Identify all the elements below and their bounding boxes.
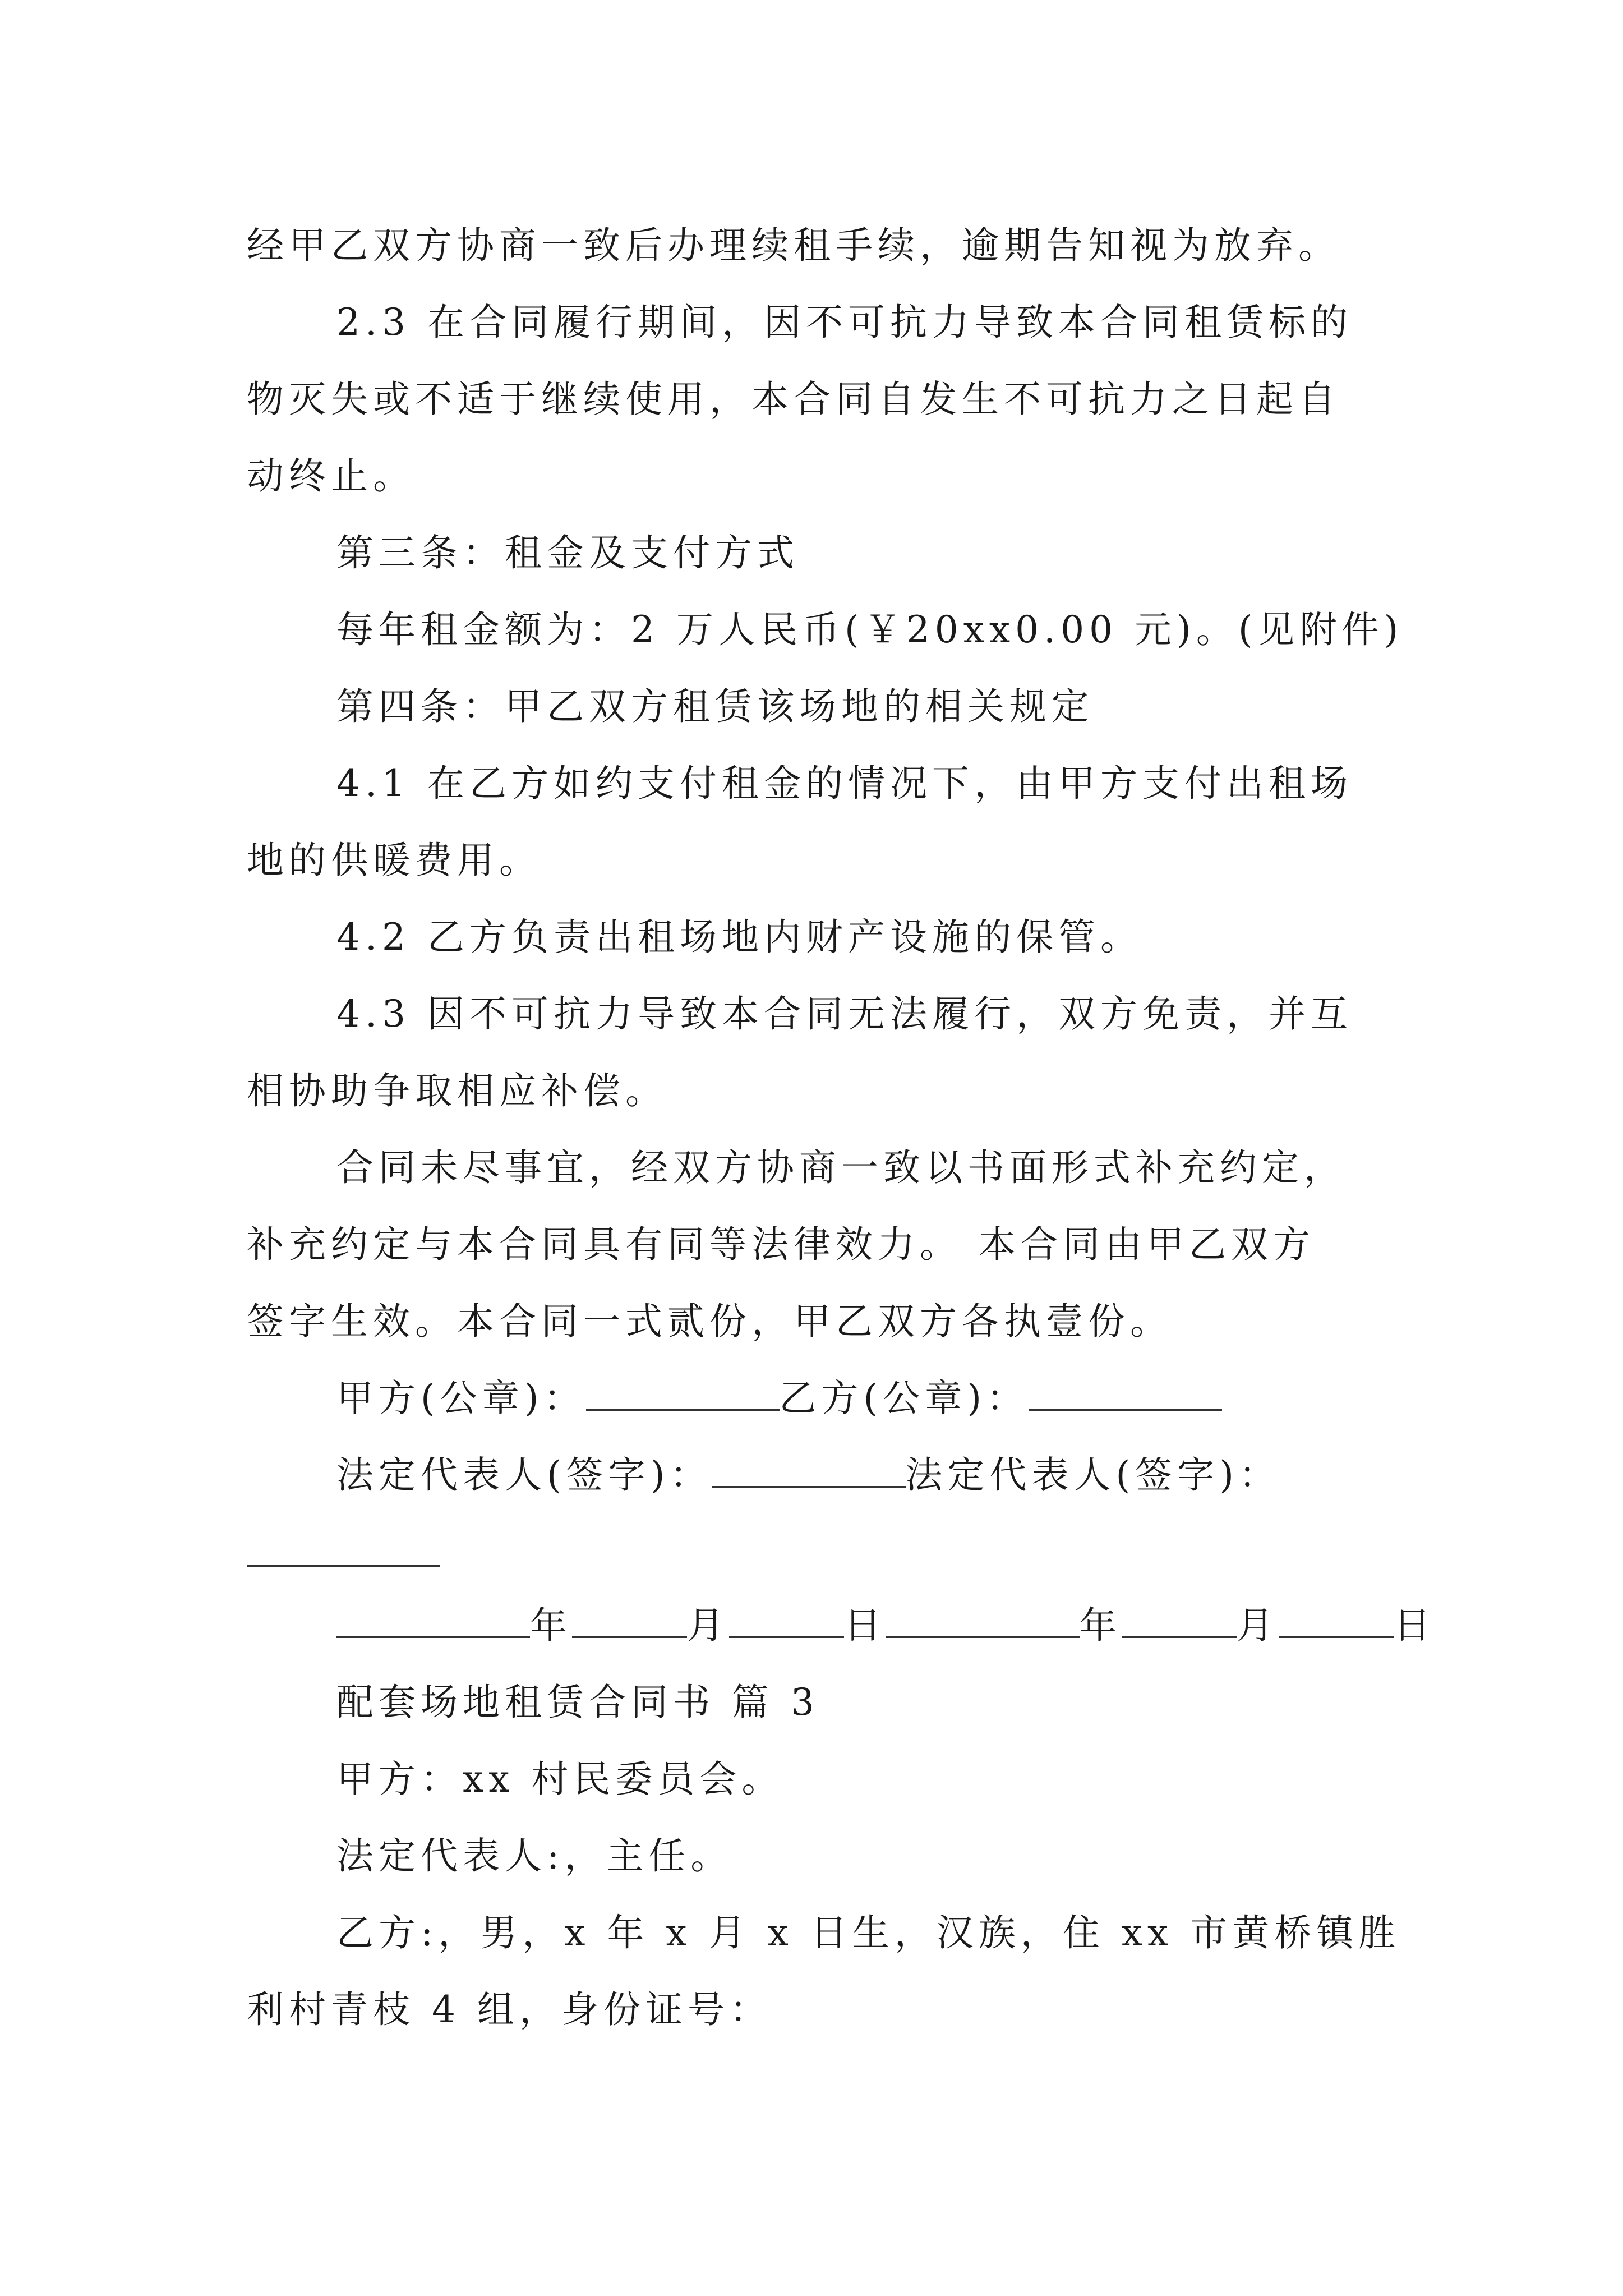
day-b-label: 日 (1394, 1604, 1436, 1647)
party-a-seal-blank[interactable] (586, 1377, 780, 1411)
supplement-line3: 签字生效。本合同一式贰份，甲乙双方各执壹份。 (247, 1300, 1172, 1343)
clause-4-2: 4.2 乙方负责出租场地内财产设施的保管。 (336, 915, 1142, 959)
clause-4-3-line2: 相协助争取相应补偿。 (247, 1069, 667, 1112)
party-a-line: 甲方：xx 村民委员会。 (336, 1757, 784, 1801)
party-b-line1: 乙方:，男，x 年 x 月 x 日生，汉族，住 xx 市黄桥镇胜 (336, 1911, 1401, 1954)
party-b-seal-blank[interactable] (1029, 1377, 1222, 1411)
clause-4-1-line2: 地的供暖费用。 (247, 839, 541, 882)
party-a-seal-label: 甲方(公章)： (336, 1377, 586, 1420)
representative-line (336, 1453, 1623, 1498)
rep-b-blank[interactable] (247, 1565, 440, 1567)
clause-2-3-line1: 2.3 在合同履行期间，因不可抗力导致本合同租赁标的 (336, 301, 1353, 344)
day-a-blank[interactable] (729, 1604, 844, 1638)
article-3-heading: 第三条：租金及支付方式 (336, 531, 799, 574)
supplement-line1: 合同未尽事宜，经双方协商一致以书面形式补充约定， (336, 1146, 1346, 1189)
clause-2-3-line3: 动终止。 (247, 454, 415, 498)
rep-a-blank[interactable] (712, 1453, 906, 1488)
year-b-blank[interactable] (886, 1604, 1080, 1638)
month-a-blank[interactable] (572, 1604, 687, 1638)
clause-4-3-line1: 4.3 因不可抗力导致本合同无法履行，双方免责，并互 (336, 992, 1353, 1036)
section-3-title: 配套场地租赁合同书 篇 3 (336, 1681, 819, 1724)
party-b-seal-label: 乙方(公章)： (779, 1377, 1029, 1420)
paragraph-renewal-end: 经甲乙双方协商一致后办理续租手续，逾期告知视为放弃。 (247, 224, 1340, 267)
month-b-label: 月 (1237, 1604, 1279, 1647)
supplement-line2: 补充约定与本合同具有同等法律效力。 本合同由甲乙双方 (247, 1223, 1315, 1266)
rep-a-label: 法定代表人(签字)： (336, 1453, 712, 1497)
month-a-label: 月 (687, 1604, 729, 1647)
clause-4-1-line1: 4.1 在乙方如约支付租金的情况下，由甲方支付出租场 (336, 762, 1353, 805)
clause-2-3-line2: 物灭失或不适于继续使用，本合同自发生不可抗力之日起自 (247, 378, 1340, 421)
year-b-label: 年 (1080, 1604, 1122, 1647)
party-b-line2: 利村青枝 4 组，身份证号： (247, 1988, 772, 2031)
seal-line (336, 1376, 1623, 1421)
article-4-heading: 第四条：甲乙双方租赁该场地的相关规定 (336, 685, 1094, 728)
day-b-blank[interactable] (1279, 1604, 1394, 1638)
year-a-blank[interactable] (336, 1604, 530, 1638)
legal-rep-line: 法定代表人:，主任。 (336, 1834, 733, 1878)
year-a-label: 年 (530, 1604, 572, 1647)
day-a-label: 日 (844, 1604, 886, 1647)
annual-rent-line: 每年租金额为：2 万人民币(￥20xx0.00 元)。(见附件) (336, 608, 1404, 651)
date-line (336, 1603, 1623, 1648)
rep-b-label: 法定代表人(签字)： (905, 1453, 1281, 1497)
month-b-blank[interactable] (1122, 1604, 1237, 1638)
